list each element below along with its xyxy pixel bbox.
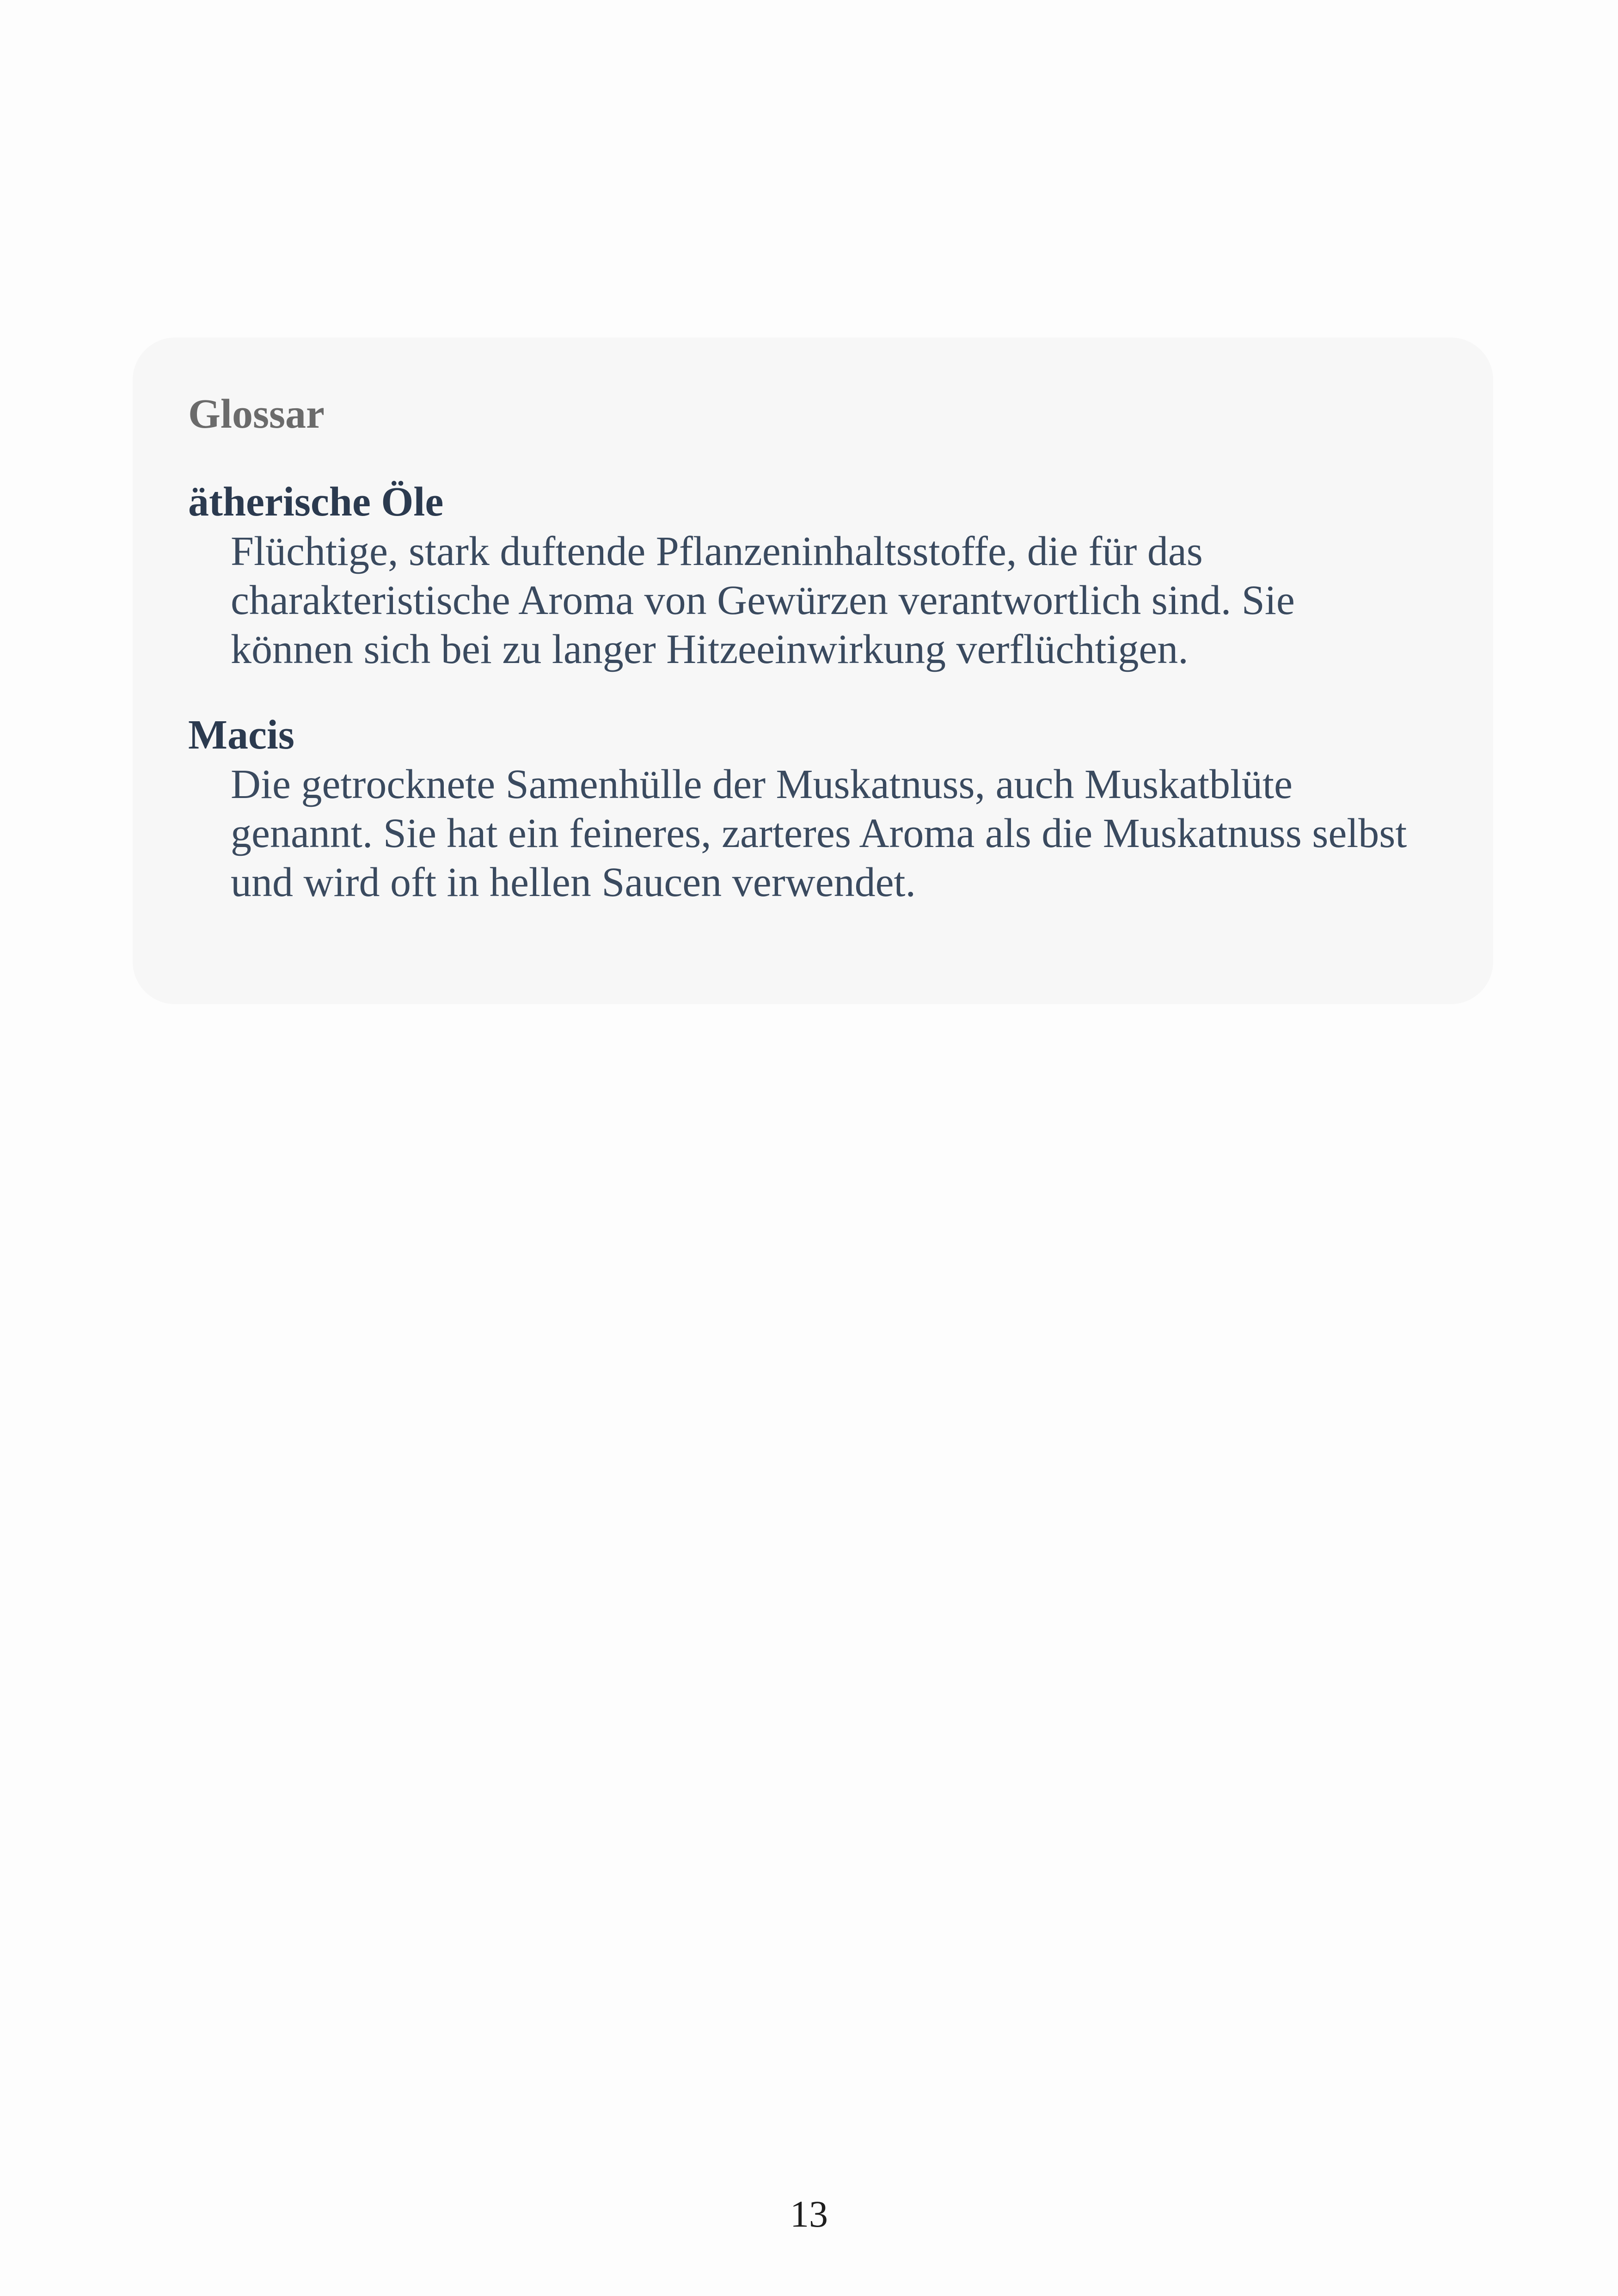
glossary-list: [188, 477, 1438, 907]
page-number: 13: [790, 2193, 828, 2235]
glossary-definition: Die getrocknete Samenhülle der Muskatnuss, auch Muskatblüte genannt. Sie hat ein feineres, zarteres Aroma als die Muskatnuss selbst und wird oft in hellen Saucen verwendet.: [231, 761, 1407, 905]
glossary-title: Glossar: [188, 391, 325, 437]
glossary-term: ätherische Öle: [188, 479, 444, 525]
glossary-definition: Flüchtige, stark duftende Pflanzeninhaltsstoffe, die für das charakteristische Aroma von Gewürzen verantwortlich sind. Sie können sich bei zu langer Hitzeeinwirkung verflüchtigen.: [231, 528, 1295, 672]
glossary-box: [133, 338, 1493, 1004]
glossary-term: Macis: [188, 712, 294, 758]
